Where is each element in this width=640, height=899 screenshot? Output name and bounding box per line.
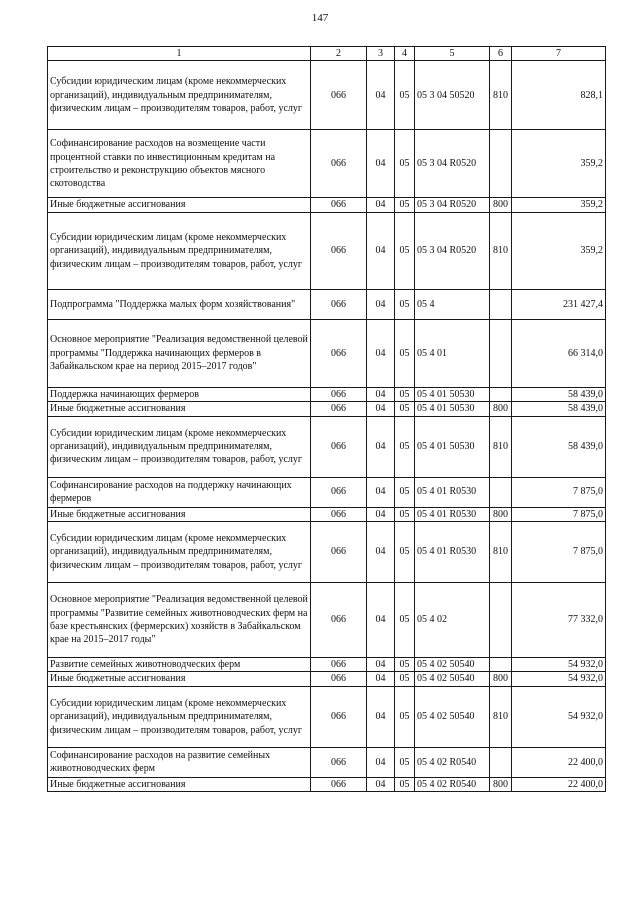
expense-type-code: 810 [490,61,512,130]
column-header: 4 [395,47,415,61]
subsection-code: 05 [395,583,415,658]
table-row [48,198,606,212]
amount: 58 439,0 [512,416,606,477]
section-code: 04 [367,658,395,672]
section-code: 04 [367,212,395,289]
table-row [48,522,606,583]
table-row [48,658,606,672]
row-name: Софинансирование расходов на развитие семейных животноводческих ферм [48,747,311,777]
target-item-code: 05 4 01 R0530 [415,507,490,521]
amount: 54 932,0 [512,686,606,747]
table-row [48,747,606,777]
row-name: Иные бюджетные ассигнования [48,672,311,686]
row-name: Субсидии юридическим лицам (кроме некоммерческих организаций), индивидуальным предпринимателям, физическим лицам – производителям товаров, работ, услуг [48,686,311,747]
ministry-code: 066 [311,212,367,289]
ministry-code: 066 [311,61,367,130]
column-header: 7 [512,47,606,61]
ministry-code: 066 [311,507,367,521]
subsection-code: 05 [395,686,415,747]
section-code: 04 [367,686,395,747]
section-code: 04 [367,61,395,130]
target-item-code: 05 4 02 50540 [415,672,490,686]
amount: 7 875,0 [512,507,606,521]
row-name: Развитие семейных животноводческих ферм [48,658,311,672]
table-row [48,289,606,319]
expense-type-code [490,658,512,672]
ministry-code: 066 [311,198,367,212]
ministry-code: 066 [311,583,367,658]
target-item-code: 05 4 02 50540 [415,686,490,747]
ministry-code: 066 [311,658,367,672]
table-row [48,507,606,521]
subsection-code: 05 [395,477,415,507]
amount: 77 332,0 [512,583,606,658]
target-item-code: 05 4 02 50540 [415,658,490,672]
section-code: 04 [367,130,395,198]
row-name: Иные бюджетные ассигнования [48,777,311,791]
section-code: 04 [367,387,395,401]
column-header: 2 [311,47,367,61]
column-header: 3 [367,47,395,61]
ministry-code: 066 [311,777,367,791]
subsection-code: 05 [395,387,415,401]
expense-type-code: 810 [490,686,512,747]
target-item-code: 05 4 [415,289,490,319]
target-item-code: 05 4 02 R0540 [415,747,490,777]
row-name: Субсидии юридическим лицам (кроме некоммерческих организаций), индивидуальным предпринимателям, физическим лицам – производителям товаров, работ, услуг [48,522,311,583]
row-name: Софинансирование расходов на поддержку начинающих фермеров [48,477,311,507]
subsection-code: 05 [395,212,415,289]
table-row [48,61,606,130]
expense-type-code: 810 [490,212,512,289]
table-row [48,672,606,686]
section-code: 04 [367,777,395,791]
section-code: 04 [367,416,395,477]
amount: 22 400,0 [512,747,606,777]
subsection-code: 05 [395,130,415,198]
column-header: 1 [48,47,311,61]
expense-type-code: 800 [490,507,512,521]
subsection-code: 05 [395,319,415,387]
expense-type-code [490,319,512,387]
section-code: 04 [367,198,395,212]
table-row [48,477,606,507]
expense-type-code [490,130,512,198]
expense-type-code [490,289,512,319]
table-row [48,777,606,791]
expense-type-code: 800 [490,402,512,416]
ministry-code: 066 [311,747,367,777]
row-name: Субсидии юридическим лицам (кроме некоммерческих организаций), индивидуальным предпринимателям, физическим лицам – производителям товаров, работ, услуг [48,212,311,289]
column-header: 5 [415,47,490,61]
table-row [48,212,606,289]
expense-type-code: 810 [490,416,512,477]
target-item-code: 05 3 04 R0520 [415,212,490,289]
expense-type-code [490,477,512,507]
table-row [48,130,606,198]
row-name: Иные бюджетные ассигнования [48,198,311,212]
subsection-code: 05 [395,658,415,672]
row-name: Иные бюджетные ассигнования [48,507,311,521]
target-item-code: 05 3 04 R0520 [415,130,490,198]
table-row [48,319,606,387]
subsection-code: 05 [395,672,415,686]
table-row [48,416,606,477]
section-code: 04 [367,507,395,521]
amount: 359,2 [512,212,606,289]
target-item-code: 05 4 02 R0540 [415,777,490,791]
table-row [48,402,606,416]
table-row [48,583,606,658]
ministry-code: 066 [311,402,367,416]
subsection-code: 05 [395,198,415,212]
subsection-code: 05 [395,416,415,477]
amount: 828,1 [512,61,606,130]
section-code: 04 [367,477,395,507]
page-number: 147 [311,12,329,24]
row-name: Субсидии юридическим лицам (кроме некоммерческих организаций), индивидуальным предпринимателям, физическим лицам – производителям товаров, работ, услуг [48,416,311,477]
row-name: Основное мероприятие "Реализация ведомственной целевой программы "Поддержка начинающих фермеров в Забайкальском крае на период 2015–2017 годов" [48,319,311,387]
target-item-code: 05 4 01 50530 [415,416,490,477]
target-item-code: 05 4 01 50530 [415,387,490,401]
expense-type-code [490,583,512,658]
row-name: Субсидии юридическим лицам (кроме некоммерческих организаций), индивидуальным предпринимателям, физическим лицам – производителям товаров, работ, услуг [48,61,311,130]
expense-type-code: 800 [490,672,512,686]
target-item-code: 05 4 01 50530 [415,402,490,416]
expense-type-code: 800 [490,198,512,212]
section-code: 04 [367,402,395,416]
amount: 58 439,0 [512,402,606,416]
subsection-code: 05 [395,747,415,777]
subsection-code: 05 [395,61,415,130]
ministry-code: 066 [311,416,367,477]
subsection-code: 05 [395,777,415,791]
amount: 66 314,0 [512,319,606,387]
row-name: Подпрограмма "Поддержка малых форм хозяйствования" [48,289,311,319]
section-code: 04 [367,289,395,319]
ministry-code: 066 [311,522,367,583]
ministry-code: 066 [311,387,367,401]
ministry-code: 066 [311,686,367,747]
table-row [48,686,606,747]
section-code: 04 [367,319,395,387]
expense-type-code [490,387,512,401]
section-code: 04 [367,747,395,777]
subsection-code: 05 [395,289,415,319]
expense-type-code: 800 [490,777,512,791]
amount: 58 439,0 [512,387,606,401]
budget-table [47,46,606,792]
amount: 359,2 [512,130,606,198]
row-name: Поддержка начинающих фермеров [48,387,311,401]
ministry-code: 066 [311,319,367,387]
table-row [48,387,606,401]
section-code: 04 [367,583,395,658]
amount: 231 427,4 [512,289,606,319]
target-item-code: 05 3 04 R0520 [415,198,490,212]
row-name: Иные бюджетные ассигнования [48,402,311,416]
subsection-code: 05 [395,402,415,416]
ministry-code: 066 [311,130,367,198]
amount: 54 932,0 [512,672,606,686]
column-header: 6 [490,47,512,61]
ministry-code: 066 [311,477,367,507]
row-name: Основное мероприятие "Реализация ведомственной целевой программы "Развитие семейных животноводческих ферм на базе крестьянских (фермерских) хозяйств в Забайкальском крае на 2015–2017 годы" [48,583,311,658]
amount: 54 932,0 [512,658,606,672]
table-header-row [48,47,606,61]
target-item-code: 05 4 01 [415,319,490,387]
ministry-code: 066 [311,289,367,319]
target-item-code: 05 4 01 R0530 [415,522,490,583]
amount: 22 400,0 [512,777,606,791]
subsection-code: 05 [395,507,415,521]
target-item-code: 05 4 01 R0530 [415,477,490,507]
amount: 7 875,0 [512,522,606,583]
expense-type-code [490,747,512,777]
ministry-code: 066 [311,672,367,686]
expense-type-code: 810 [490,522,512,583]
target-item-code: 05 4 02 [415,583,490,658]
target-item-code: 05 3 04 50520 [415,61,490,130]
section-code: 04 [367,522,395,583]
subsection-code: 05 [395,522,415,583]
section-code: 04 [367,672,395,686]
amount: 7 875,0 [512,477,606,507]
amount: 359,2 [512,198,606,212]
row-name: Софинансирование расходов на возмещение части процентной ставки по инвестиционным кредитам на строительство и реконструкцию объектов мясного скотоводства [48,130,311,198]
